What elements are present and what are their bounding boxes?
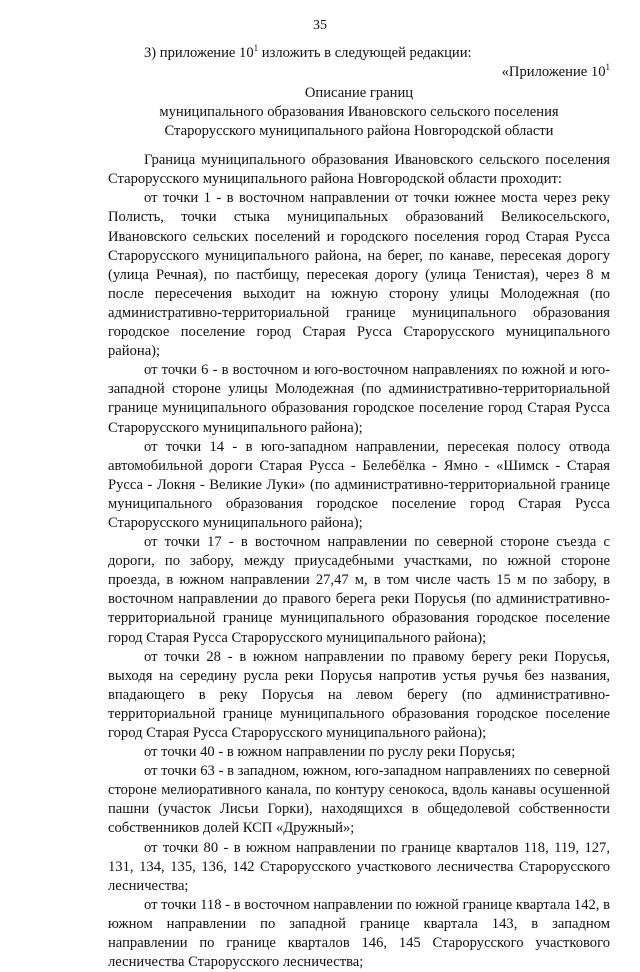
paragraph-point-28: от точки 28 - в южном направлении по правому берегу реки Порусья, выходя на середину русла реки Порусья напротив устья ручья без названия, впадающего в реку Порусья на левом берегу (по административно-территориальной границе муниципального образования городское поселение город Старая Русса Старорусского муниципального района); xyxy=(108,648,610,741)
amendment-intro xyxy=(144,44,610,63)
paragraph-point-1: от точки 1 - в восточном направлении от точки южнее моста через реку Полисть, точки стыка муниципальных образований Великосельского, Ивановского сельских поселений и городского поселения город Старая Русса Старорусского муниципального района, на берег, по канаве, пересекая дорогу (улица Речная), по пастбищу, пересекая дорогу (улица Тенистая), через 8 м после пересечения выходит на южную сторону улицы Молодежная (по административно-территориальной границе муниципального образования городское поселение город Старая Русса Старорусского муниципального района); xyxy=(108,190,610,360)
section-heading xyxy=(108,84,610,141)
heading-line-2: муниципального образования Ивановского сельского поселения xyxy=(159,104,559,121)
paragraph-point-40: от точки 40 - в южном направлении по руслу реки Порусья; xyxy=(144,744,516,761)
intro-text-before: 3) приложение 10 xyxy=(144,45,254,61)
paragraph-point-17: от точки 17 - в восточном направлении по северной стороне съезда с дороги, по забору, между приусадебными участками, по южной стороне проезда, в южном направлении 27,47 м, в том числе часть 15 м по забору, в восточном направлении до правого берега реки Порусья (по административно-территориальной границе муниципального образования городское поселение город Старая Русса Старорусского муниципального района); xyxy=(108,534,610,646)
page-number: 35 xyxy=(313,18,327,33)
intro-superscript: 1 xyxy=(253,43,259,54)
document-body xyxy=(108,44,610,972)
heading-line-3: Старорусского муниципального района Новгородской области xyxy=(164,123,554,140)
paragraph-point-118: от точки 118 - в восточном направлении по южной границе квартала 142, в южном направлении по западной границе квартала 143, в западном направлении по границе кварталов 146, 145 Старорусского участкового лесничества Старорусского лесничества; xyxy=(108,896,610,971)
annex-label xyxy=(108,63,610,82)
annex-superscript: 1 xyxy=(605,62,610,73)
intro-text-after: изложить в следующей редакции: xyxy=(258,45,472,61)
annex-label-text: «Приложение 10 xyxy=(501,64,606,81)
paragraph-point-80: от точки 80 - в южном направлении по границе кварталов 118, 119, 127, 131, 134, 135, 136, 142 Старорусского участкового лесничества Старорусского лесничества; xyxy=(108,839,610,894)
paragraph-point-14: от точки 14 - в юго-западном направлении, пересекая полосу отвода автомобильной дороги Старая Русса - Белебёлка - Ямно - «Шимск - Старая Русса - Локня - Великие Луки» (по административно-территориальной границе муниципального образования городское поселение город Старая Русса Старорусского муниципального района); xyxy=(108,438,610,531)
paragraph-point-63: от точки 63 - в западном, южном, юго-западном направлениях по северной стороне мелиоративного канала, по контуру сенокоса, вдоль канавы осушенной пашни (участок Лисьи Горки), находящихся в общедолевой собственности собственников долей КСП «Дружный»; xyxy=(108,763,610,837)
heading-line-1: Описание границ xyxy=(304,85,414,102)
paragraph-intro: Граница муниципального образования Ивановского сельского поселения Старорусского муниципального района Новгородской области проходит: xyxy=(108,152,610,188)
paragraph-point-6: от точки 6 - в восточном и юго-восточном направлениях по южной и юго-западной стороне улицы Молодежная (по административно-территориальной границе муниципального образования городское поселение город Старая Русса Старорусского муниципального района); xyxy=(108,362,610,436)
